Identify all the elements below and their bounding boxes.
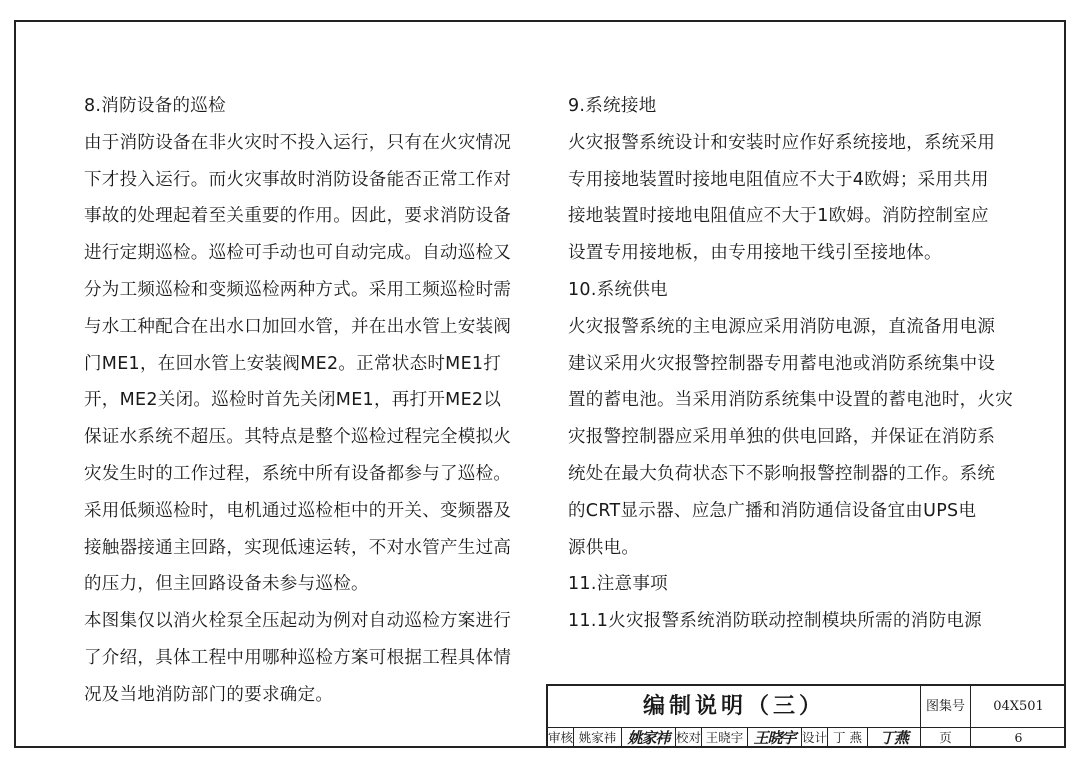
text-line: 下才投入运行。而火灾事故时消防设备能否正常工作对 <box>84 169 512 190</box>
text-line: 设置专用接地板，由专用接地干线引至接地体。 <box>568 243 942 264</box>
design-label: 设计 <box>802 728 828 748</box>
page-label: 页 <box>921 728 971 748</box>
section-9-heading: 9.系统接地 <box>568 96 657 116</box>
text-line: 建议采用火灾报警控制器专用蓄电池或消防系统集中设 <box>568 353 996 374</box>
text-line: 接地装置时接地电阻值应不大于1欧姆。消防控制室应 <box>568 206 989 227</box>
text-line: 火灾报警系统设计和安装时应作好系统接地，系统采用 <box>568 132 996 153</box>
text-line: 火灾报警系统的主电源应采用消防电源，直流备用电源 <box>568 316 996 337</box>
atlas-number: 04X501 <box>971 686 1066 728</box>
check-label: 校对 <box>676 728 702 748</box>
text-line: 况及当地消防部门的要求确定。 <box>84 684 334 705</box>
reviewer-signature: 姚家祎 <box>622 728 676 748</box>
left-column <box>84 88 524 714</box>
title-block <box>546 684 1066 748</box>
text-line: 专用接地装置时接地电阻值应不大于4欧姆；采用共用 <box>568 169 989 190</box>
text-line: 开，ME2关闭。巡检时首先关闭ME1，再打开ME2以 <box>84 390 502 411</box>
text-line: 保证水系统不超压。其特点是整个巡检过程完全模拟火 <box>84 427 512 448</box>
text-line: 与水工种配合在出水口加回水管，并在出水管上安装阀 <box>84 316 512 337</box>
signature-row <box>548 728 1066 748</box>
section-8-heading: 8.消防设备的巡检 <box>84 96 226 116</box>
text-line: 灾报警控制器应采用单独的供电回路，并保证在消防系 <box>568 427 996 448</box>
text-line: 的压力，但主回路设备未参与巡检。 <box>84 574 369 595</box>
right-column <box>568 88 1013 640</box>
atlas-number-label: 图集号 <box>921 686 971 728</box>
text-line: 源供电。 <box>568 537 640 558</box>
text-line: 11.1火灾报警系统消防联动控制模块所需的消防电源 <box>568 611 982 632</box>
text-line: 事故的处理起着至关重要的作用。因此，要求消防设备 <box>84 206 512 227</box>
reviewer-name: 姚家祎 <box>574 728 622 748</box>
designer-signature: 丁燕 <box>868 728 921 748</box>
text-line: 门ME1，在回水管上安装阀ME2。正常状态时ME1打 <box>84 353 502 374</box>
text-line: 进行定期巡检。巡检可手动也可自动完成。自动巡检又 <box>84 243 512 264</box>
text-line: 了介绍，具体工程中用哪种巡检方案可根据工程具体情 <box>84 647 512 668</box>
text-line: 统处在最大负荷状态下不影响报警控制器的工作。系统 <box>568 463 996 484</box>
text-line: 由于消防设备在非火灾时不投入运行，只有在火灾情况 <box>84 132 512 153</box>
page-number: 6 <box>1014 730 1023 745</box>
checker-name: 王晓宇 <box>702 728 748 748</box>
text-line: 灾发生时的工作过程，系统中所有设备都参与了巡检。 <box>84 463 512 484</box>
text-line: 采用低频巡检时，电机通过巡检柜中的开关、变频器及 <box>84 500 512 521</box>
text-line: 分为工频巡检和变频巡检两种方式。采用工频巡检时需 <box>84 279 512 300</box>
text-line: 本图集仅以消火栓泵全压起动为例对自动巡检方案进行 <box>84 611 512 632</box>
checker-signature: 王晓宇 <box>748 728 802 748</box>
text-line: 置的蓄电池。当采用消防系统集中设置的蓄电池时，火灾 <box>568 390 1013 411</box>
text-line: 的CRT显示器、应急广播和消防通信设备宜由UPS电 <box>568 500 977 521</box>
text-line: 接触器接通主回路，实现低速运转，不对水管产生过高 <box>84 537 512 558</box>
review-label: 审核 <box>548 728 574 748</box>
drawing-title: 编制说明（三） <box>548 686 921 728</box>
designer-name: 丁 燕 <box>828 728 868 748</box>
section-11-heading: 11.注意事项 <box>568 574 668 595</box>
section-10-heading: 10.系统供电 <box>568 279 668 300</box>
